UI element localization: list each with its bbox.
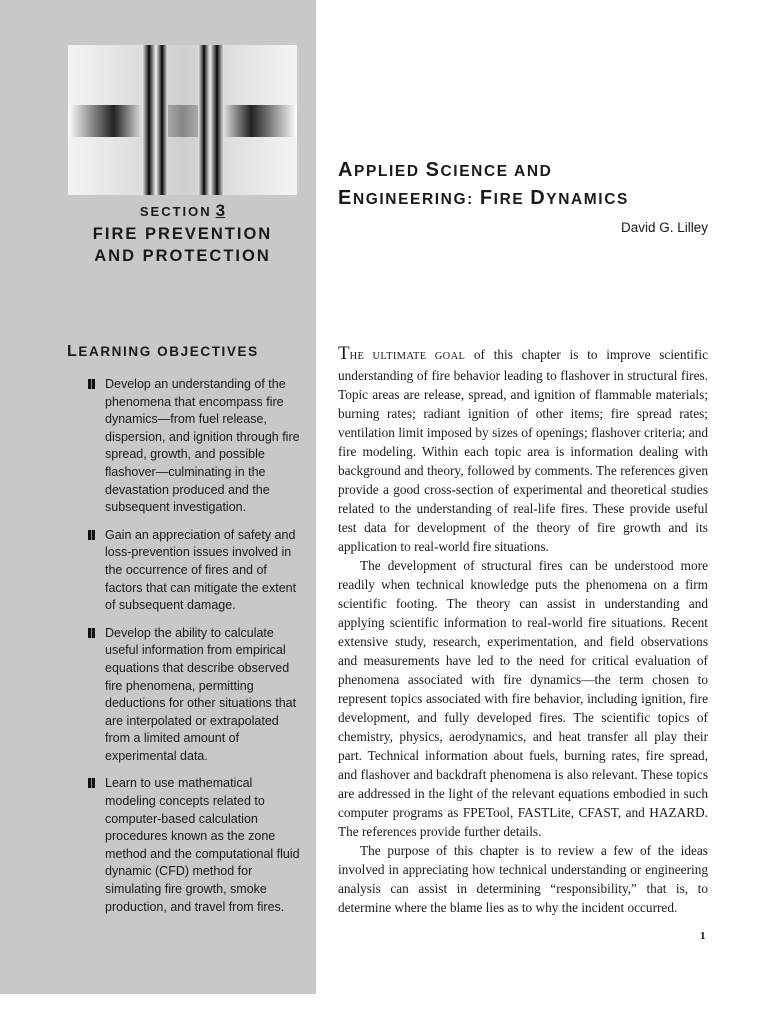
title-initial: S: [425, 159, 441, 181]
author-name: David G. Lilley: [620, 220, 708, 235]
heading-rest: EARNING OBJECTIVES: [78, 344, 259, 359]
learning-objectives-list: [88, 376, 303, 926]
section-label: [68, 201, 297, 221]
objective-text: Develop the ability to calculate useful information from empirical equations that describe observed fire phenomena, permitting deductions for other situations that are interpolated or extrapolated from a limited amount of experimental data.: [105, 625, 297, 763]
title-word: YNAMICS: [546, 191, 629, 208]
left-sidebar: [0, 0, 316, 994]
chapter-title-line-1: [338, 157, 738, 185]
title-word: IRE: [493, 191, 525, 208]
body-paragraph-1: [338, 344, 708, 556]
heading-initial: L: [67, 343, 79, 360]
paragraph-1-text: of this chapter is to improve scientific understanding of fire behavior leading to flashover in structural fires. Topic areas are release, spread, and ignition of flammable materials; burning rates; radiant ignition of other items; fire spread rates; ventilation limit imposed by sizes of openings; flashover criteria; and fire modeling. Within each topic area is information dealing with background and theory, followed by comments. The references given provide a good cross-section of experimental and theoretical studies related to the understanding of real-life fires. These provide useful test data for development of the theory of fire growth and its application to real-world fire situations.: [338, 347, 708, 554]
title-word: CIENCE: [440, 163, 509, 180]
opening-small-caps: HE ULTIMATE GOAL: [349, 351, 466, 362]
chapter-title-line-2: [338, 185, 738, 213]
objective-text: Gain an appreciation of safety and loss-prevention issues involved in the occurrence of fires and of factors that can mitigate the extent of subsequent damage.: [105, 527, 297, 613]
title-initial: E: [338, 187, 353, 209]
title-initial: A: [338, 159, 355, 181]
chapter-body: [338, 344, 708, 917]
title-word: AND: [514, 163, 553, 180]
title-word: NGINEERING:: [352, 191, 474, 208]
title-initial: D: [530, 187, 547, 209]
title-word: PPLIED: [354, 163, 420, 180]
objective-item: [88, 775, 303, 916]
section-emblem-graphic: [68, 45, 297, 195]
title-initial: F: [479, 187, 494, 209]
learning-objectives-heading: [67, 343, 259, 361]
drop-cap: T: [338, 343, 350, 364]
objective-item: [88, 527, 303, 615]
square-bullet-icon: [88, 379, 95, 389]
objective-item: [88, 376, 303, 517]
square-bullet-icon: [88, 628, 95, 638]
body-paragraph-2: The development of structural fires can be understood more readily when technical knowledge puts the phenomena on a firm scientific footing. The theory can assist in understanding and applying scientific information to real-world fire situations. Recent extensive study, research, experimentation, and field observations and measurements have led to the need for critical evaluation of phenomena associated with fire dynamics—the term chosen to represent topics associated with fire behavior, including ignition, fire development, and fully developed fires. The scientific topics of chemistry, physics, aerodynamics, and heat transfer all play their part. Technical information about fuels, burning rates, fire spread, and flashover and backdraft phenomena is also relevant. These topics are addressed in the light of the relevant equations embodied in such computer programs as FPETool, FASTLite, CFAST, and HAZARD. The references provide further details.: [338, 558, 708, 839]
chapter-title: [338, 157, 738, 213]
body-paragraph-3: The purpose of this chapter is to review a few of the ideas involved in appreciating how technical understanding or engineering analysis can assist in determining “responsibility,” that is, to determine where the blame lies as to why the incident occurred.: [338, 843, 708, 915]
section-title-line-1: FIRE PREVENTION: [92, 225, 273, 243]
page-number: 1: [700, 930, 706, 942]
section-emblem-svg: [68, 45, 297, 195]
section-title-line-2: AND PROTECTION: [94, 247, 271, 265]
objective-text: Develop an understanding of the phenomena that encompass fire dynamics—from fuel release, dispersion, and ignition through fire spread, growth, and possible flashover—culminating in the devastation produced and the subsequent investigation.: [105, 377, 300, 515]
square-bullet-icon: [88, 530, 95, 540]
section-number: 3: [215, 201, 226, 220]
objective-item: [88, 625, 303, 766]
section-title: [68, 223, 297, 267]
section-word: SECTION: [139, 204, 212, 219]
square-bullet-icon: [88, 778, 95, 788]
objective-text: Learn to use mathematical modeling concepts related to computer-based calculation procedures known as the zone method and the computational fluid dynamic (CFD) method for simulating fire growth, smoke production, and travel from fires.: [105, 776, 300, 914]
